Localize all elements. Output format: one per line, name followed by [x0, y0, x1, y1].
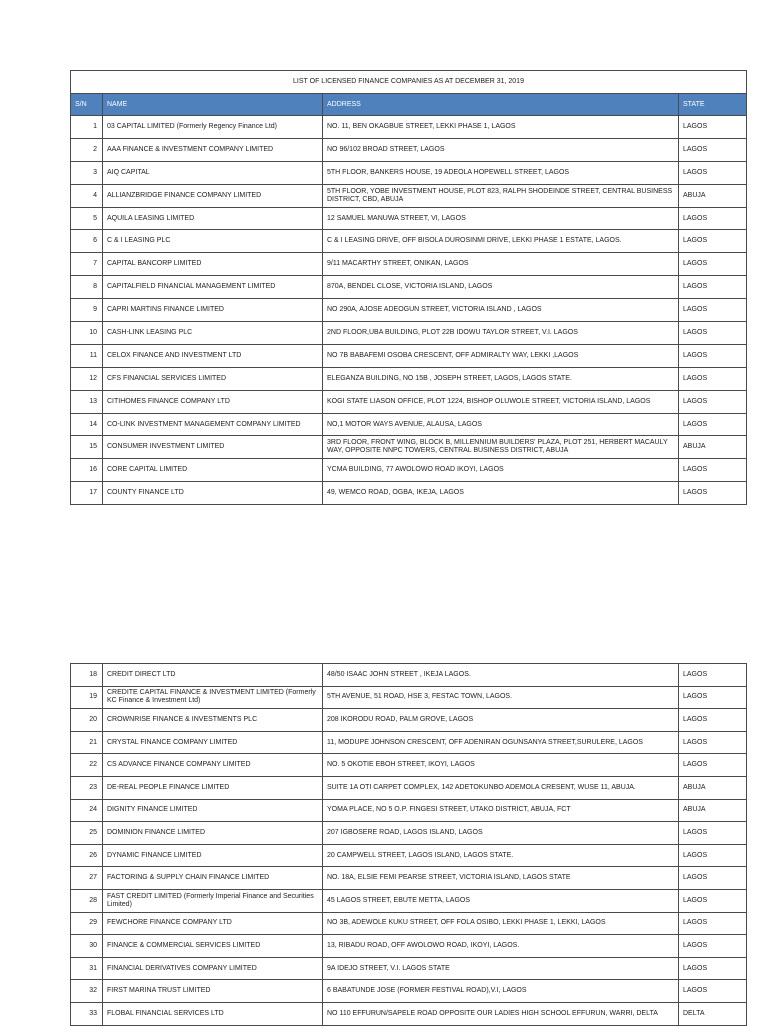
row-name: AQUILA LEASING LIMITED: [103, 207, 323, 230]
row-name: CASH-LINK LEASING PLC: [103, 322, 323, 345]
row-sn: 24: [71, 799, 103, 822]
table-row: [71, 731, 747, 754]
header-state: STATE: [679, 94, 747, 116]
row-address: 20 CAMPWELL STREET, LAGOS ISLAND, LAGOS STATE.: [323, 844, 679, 867]
finance-companies-table-page2: [70, 663, 747, 1026]
table-row: [71, 184, 747, 207]
row-sn: 12: [71, 367, 103, 390]
row-address: NO 96/102 BROAD STREET, LAGOS: [323, 138, 679, 161]
row-state: LAGOS: [679, 957, 747, 980]
table-row: [71, 822, 747, 845]
row-address: 2ND FLOOR,UBA BUILDING, PLOT 22B IDOWU TAYLOR STREET, V.I. LAGOS: [323, 322, 679, 345]
row-address: NO 3B, ADEWOLE KUKU STREET, OFF FOLA OSIBO, LEKKI PHASE 1, LEKKI, LAGOS: [323, 912, 679, 935]
table-body: [71, 664, 747, 1026]
row-state: LAGOS: [679, 276, 747, 299]
row-sn: 27: [71, 867, 103, 890]
row-sn: 29: [71, 912, 103, 935]
table-row: [71, 686, 747, 709]
row-address: 5TH FLOOR, YOBE INVESTMENT HOUSE, PLOT 823, RALPH SHODEINDE STREET, CENTRAL BUSINESS DISTRICT, CBD, ABUJA: [323, 184, 679, 207]
row-sn: 3: [71, 161, 103, 184]
row-name: FEWCHORE FINANCE COMPANY LTD: [103, 912, 323, 935]
row-sn: 31: [71, 957, 103, 980]
row-sn: 17: [71, 482, 103, 505]
table-row: [71, 344, 747, 367]
row-name: CFS FINANCIAL SERVICES LIMITED: [103, 367, 323, 390]
row-sn: 19: [71, 686, 103, 709]
row-sn: 33: [71, 1002, 103, 1025]
table-row: [71, 754, 747, 777]
table-row: [71, 138, 747, 161]
row-sn: 11: [71, 344, 103, 367]
row-state: ABUJA: [679, 184, 747, 207]
table-row: [71, 253, 747, 276]
row-state: LAGOS: [679, 344, 747, 367]
row-state: LAGOS: [679, 299, 747, 322]
row-name: CREDITE CAPITAL FINANCE & INVESTMENT LIMITED (Formerly KC Finance & Investment Ltd): [103, 686, 323, 709]
row-address: 9A IDEJO STREET, V.I. LAGOS STATE: [323, 957, 679, 980]
row-state: LAGOS: [679, 207, 747, 230]
table-row: [71, 957, 747, 980]
finance-companies-table-page1: [70, 70, 747, 505]
row-address: 45 LAGOS STREET, EBUTE METTA, LAGOS: [323, 889, 679, 912]
row-name: CITIHOMES FINANCE COMPANY LTD: [103, 390, 323, 413]
row-address: NO. 11, BEN OKAGBUE STREET, LEKKI PHASE 1, LAGOS: [323, 116, 679, 139]
table-row: [71, 436, 747, 459]
row-name: DYNAMIC FINANCE LIMITED: [103, 844, 323, 867]
row-address: 208 IKORODU ROAD, PALM GROVE, LAGOS: [323, 709, 679, 732]
table-row: [71, 390, 747, 413]
table-row: [71, 230, 747, 253]
row-name: CONSUMER INVESTMENT LIMITED: [103, 436, 323, 459]
table-body: [71, 116, 747, 505]
row-state: LAGOS: [679, 459, 747, 482]
row-sn: 16: [71, 459, 103, 482]
table-row: [71, 322, 747, 345]
row-sn: 7: [71, 253, 103, 276]
row-name: 03 CAPITAL LIMITED (Formerly Regency Finance Ltd): [103, 116, 323, 139]
row-state: LAGOS: [679, 867, 747, 890]
row-name: CREDIT DIRECT LTD: [103, 664, 323, 687]
row-address: NO 110 EFFURUN/SAPELE ROAD OPPOSITE OUR LADIES HIGH SCHOOL EFFURUN, WARRI, DELTA: [323, 1002, 679, 1025]
row-sn: 30: [71, 935, 103, 958]
row-state: LAGOS: [679, 138, 747, 161]
row-state: LAGOS: [679, 230, 747, 253]
row-name: CAPRI MARTINS FINANCE LIMITED: [103, 299, 323, 322]
row-name: CRYSTAL FINANCE COMPANY LIMITED: [103, 731, 323, 754]
row-sn: 32: [71, 980, 103, 1003]
table-row: [71, 482, 747, 505]
row-name: FIRST MARINA TRUST LIMITED: [103, 980, 323, 1003]
row-name: CO-LINK INVESTMENT MANAGEMENT COMPANY LIMITED: [103, 413, 323, 436]
row-address: NO. 18A, ELSIE FEMI PEARSE STREET, VICTORIA ISLAND, LAGOS STATE: [323, 867, 679, 890]
row-address: 870A, BENDEL CLOSE, VICTORIA ISLAND, LAGOS: [323, 276, 679, 299]
row-address: 5TH AVENUE, 51 ROAD, HSE 3, FESTAC TOWN, LAGOS.: [323, 686, 679, 709]
row-state: LAGOS: [679, 686, 747, 709]
table-row: [71, 459, 747, 482]
row-state: LAGOS: [679, 754, 747, 777]
row-state: LAGOS: [679, 889, 747, 912]
row-state: LAGOS: [679, 161, 747, 184]
header-address: ADDRESS: [323, 94, 679, 116]
row-state: LAGOS: [679, 912, 747, 935]
row-name: FLOBAL FINANCIAL SERVICES LTD: [103, 1002, 323, 1025]
row-address: 207 IGBOSERE ROAD, LAGOS ISLAND, LAGOS: [323, 822, 679, 845]
row-address: 13, RIBADU ROAD, OFF AWOLOWO ROAD, IKOYI, LAGOS.: [323, 935, 679, 958]
row-sn: 20: [71, 709, 103, 732]
table-row: [71, 367, 747, 390]
table-row: [71, 116, 747, 139]
table-row: [71, 889, 747, 912]
row-address: 3RD FLOOR, FRONT WING, BLOCK B, MILLENNIUM BUILDERS' PLAZA, PLOT 251, HERBERT MACAULY WAY, OPPOSITE NNPC TOWERS, CENTRAL BUSINESS DISTRICT, ABUJA: [323, 436, 679, 459]
row-name: CAPITAL BANCORP LIMITED: [103, 253, 323, 276]
row-address: YOMA PLACE, NO 5 O.P. FINGESI STREET, UTAKO DISTRICT, ABUJA, FCT: [323, 799, 679, 822]
table-row: [71, 161, 747, 184]
row-state: LAGOS: [679, 367, 747, 390]
row-state: LAGOS: [679, 322, 747, 345]
row-address: SUITE 1A OTI CARPET COMPLEX, 142 ADETOKUNBO ADEMOLA CRESENT, WUSE 11, ABUJA.: [323, 776, 679, 799]
row-address: 49, WEMCO ROAD, OGBA, IKEJA, LAGOS: [323, 482, 679, 505]
row-name: CAPITALFIELD FINANCIAL MANAGEMENT LIMITED: [103, 276, 323, 299]
row-state: LAGOS: [679, 664, 747, 687]
row-state: LAGOS: [679, 709, 747, 732]
row-sn: 1: [71, 116, 103, 139]
row-sn: 26: [71, 844, 103, 867]
row-state: LAGOS: [679, 116, 747, 139]
row-address: 48/50 ISAAC JOHN STREET , IKEJA LAGOS.: [323, 664, 679, 687]
row-sn: 15: [71, 436, 103, 459]
table-header-row: [71, 94, 747, 116]
row-name: AIQ CAPITAL: [103, 161, 323, 184]
row-name: COUNTY FINANCE LTD: [103, 482, 323, 505]
row-address: NO 290A, AJOSE ADEOGUN STREET, VICTORIA ISLAND , LAGOS: [323, 299, 679, 322]
row-state: LAGOS: [679, 253, 747, 276]
row-sn: 25: [71, 822, 103, 845]
row-address: ELEGANZA BUILDING, NO 15B , JOSEPH STREET, LAGOS, LAGOS STATE.: [323, 367, 679, 390]
row-sn: 21: [71, 731, 103, 754]
row-state: LAGOS: [679, 844, 747, 867]
row-sn: 14: [71, 413, 103, 436]
row-address: NO. 5 OKOTIE EBOH STREET, IKOYI, LAGOS: [323, 754, 679, 777]
row-address: NO,1 MOTOR WAYS AVENUE, ALAUSA, LAGOS: [323, 413, 679, 436]
row-name: CORE CAPITAL LIMITED: [103, 459, 323, 482]
row-name: DIGNITY FINANCE LIMITED: [103, 799, 323, 822]
row-name: AAA FINANCE & INVESTMENT COMPANY LIMITED: [103, 138, 323, 161]
table-row: [71, 935, 747, 958]
row-address: 5TH FLOOR, BANKERS HOUSE, 19 ADEOLA HOPEWELL STREET, LAGOS: [323, 161, 679, 184]
row-sn: 23: [71, 776, 103, 799]
row-state: LAGOS: [679, 980, 747, 1003]
row-sn: 2: [71, 138, 103, 161]
row-address: NO 7B BABAFEMI OSOBA CRESCENT, OFF ADMIRALTY WAY, LEKKI ,LAGOS: [323, 344, 679, 367]
row-state: DELTA: [679, 1002, 747, 1025]
row-sn: 4: [71, 184, 103, 207]
row-address: 6 BABATUNDE JOSE (FORMER FESTIVAL ROAD),V.I, LAGOS: [323, 980, 679, 1003]
table-row: [71, 912, 747, 935]
table-row: [71, 799, 747, 822]
table-row: [71, 776, 747, 799]
row-name: FACTORING & SUPPLY CHAIN FINANCE LIMITED: [103, 867, 323, 890]
row-address: 11, MODUPE JOHNSON CRESCENT, OFF ADENIRAN OGUNSANYA STREET,SURULERE, LAGOS: [323, 731, 679, 754]
row-sn: 10: [71, 322, 103, 345]
row-name: FINANCE & COMMERCIAL SERVICES LIMITED: [103, 935, 323, 958]
row-sn: 5: [71, 207, 103, 230]
row-sn: 28: [71, 889, 103, 912]
row-state: ABUJA: [679, 776, 747, 799]
row-sn: 18: [71, 664, 103, 687]
row-name: FAST CREDIT LIMITED (Formerly Imperial Finance and Securities Limited): [103, 889, 323, 912]
table-row: [71, 299, 747, 322]
row-address: C & I LEASING DRIVE, OFF BISOLA DUROSINMI DRIVE, LEKKI PHASE 1 ESTATE, LAGOS.: [323, 230, 679, 253]
table-row: [71, 207, 747, 230]
row-state: LAGOS: [679, 390, 747, 413]
row-address: YCMA BUILDING, 77 AWOLOWO ROAD IKOYI, LAGOS: [323, 459, 679, 482]
row-name: C & I LEASING PLC: [103, 230, 323, 253]
row-name: ALLIANZBRIDGE FINANCE COMPANY LIMITED: [103, 184, 323, 207]
row-address: 12 SAMUEL MANUWA STREET, VI, LAGOS: [323, 207, 679, 230]
table-row: [71, 276, 747, 299]
row-sn: 8: [71, 276, 103, 299]
table-row: [71, 867, 747, 890]
row-state: LAGOS: [679, 731, 747, 754]
table-row: [71, 1002, 747, 1025]
table-row: [71, 844, 747, 867]
table-row: [71, 980, 747, 1003]
row-name: CS ADVANCE FINANCE COMPANY LIMITED: [103, 754, 323, 777]
row-name: FINANCIAL DERIVATIVES COMPANY LIMITED: [103, 957, 323, 980]
row-state: LAGOS: [679, 822, 747, 845]
row-name: CELOX FINANCE AND INVESTMENT LTD: [103, 344, 323, 367]
table-row: [71, 664, 747, 687]
row-sn: 6: [71, 230, 103, 253]
row-name: DOMINION FINANCE LIMITED: [103, 822, 323, 845]
row-sn: 22: [71, 754, 103, 777]
table-row: [71, 709, 747, 732]
header-name: NAME: [103, 94, 323, 116]
table-row: [71, 413, 747, 436]
row-sn: 13: [71, 390, 103, 413]
row-sn: 9: [71, 299, 103, 322]
row-state: LAGOS: [679, 935, 747, 958]
row-state: LAGOS: [679, 413, 747, 436]
row-name: CROWNRISE FINANCE & INVESTMENTS PLC: [103, 709, 323, 732]
row-state: LAGOS: [679, 482, 747, 505]
table-title: LIST OF LICENSED FINANCE COMPANIES AS AT DECEMBER 31, 2019: [71, 71, 747, 94]
header-sn: S/N: [71, 94, 103, 116]
row-address: 9/11 MACARTHY STREET, ONIKAN, LAGOS: [323, 253, 679, 276]
row-state: ABUJA: [679, 436, 747, 459]
row-name: DE-REAL PEOPLE FINANCE LIMITED: [103, 776, 323, 799]
row-address: KOGI STATE LIASON OFFICE, PLOT 1224, BISHOP OLUWOLE STREET, VICTORIA ISLAND, LAGOS: [323, 390, 679, 413]
row-state: ABUJA: [679, 799, 747, 822]
